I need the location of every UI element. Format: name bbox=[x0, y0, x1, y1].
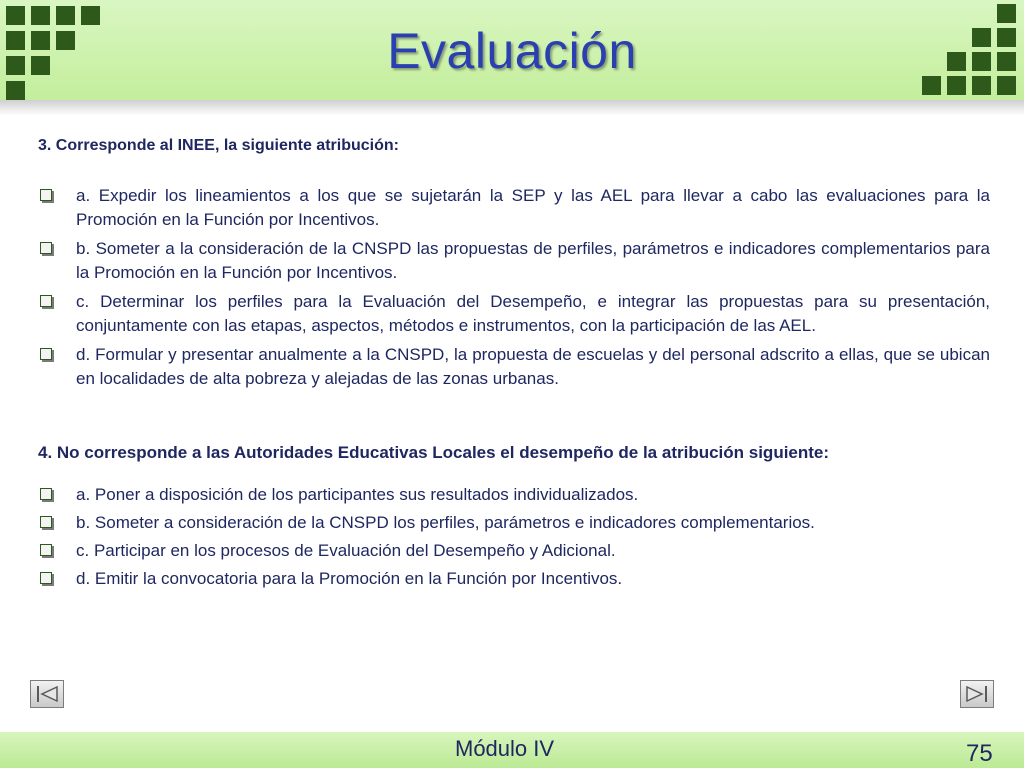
header-shadow bbox=[0, 100, 1024, 116]
checkbox-bullet-icon bbox=[40, 189, 52, 201]
decor-square bbox=[6, 81, 25, 100]
page-number: 75 bbox=[966, 740, 993, 767]
next-slide-button[interactable] bbox=[960, 680, 994, 708]
module-label: Módulo IV bbox=[455, 736, 555, 761]
checkbox-bullet-icon bbox=[40, 516, 52, 528]
next-slide-icon bbox=[965, 685, 989, 703]
option-text: a. Expedir los lineamientos a los que se sujetarán la SEP y las AEL para llevar a cabo las evaluaciones para la Promoción en la Función por Incentivos. bbox=[76, 186, 990, 229]
slide-title: Evaluación bbox=[387, 23, 637, 79]
option-text: c. Participar en los procesos de Evaluación del Desempeño y Adicional. bbox=[76, 541, 616, 560]
question-4-option-a bbox=[38, 483, 990, 507]
question-3-option-c bbox=[38, 290, 990, 338]
decor-square bbox=[997, 4, 1016, 23]
checkbox-bullet-icon bbox=[40, 348, 52, 360]
checkbox-bullet-icon bbox=[40, 544, 52, 556]
question-3-option-a bbox=[38, 184, 990, 232]
slide-content bbox=[38, 134, 990, 595]
option-text: a. Poner a disposición de los participantes sus resultados individualizados. bbox=[76, 485, 639, 504]
option-text: b. Someter a consideración de la CNSPD los perfiles, parámetros e indicadores complementarios. bbox=[76, 513, 815, 532]
question-3-heading: 3. Corresponde al INEE, la siguiente atribución: bbox=[38, 137, 399, 154]
previous-slide-icon bbox=[35, 685, 59, 703]
checkbox-bullet-icon bbox=[40, 488, 52, 500]
question-4-options bbox=[38, 483, 990, 591]
option-text: d. Emitir la convocatoria para la Promoción en la Función por Incentivos. bbox=[76, 569, 623, 588]
question-4-option-d bbox=[38, 567, 990, 591]
option-text: c. Determinar los perfiles para la Evaluación del Desempeño, e integrar las propuestas para su presentación, conjuntamente con las etapas, aspectos, métodos e instrumentos, con la participación de las AEL. bbox=[76, 292, 990, 335]
checkbox-bullet-icon bbox=[40, 295, 52, 307]
checkbox-bullet-icon bbox=[40, 572, 52, 584]
question-3-option-d bbox=[38, 343, 990, 391]
question-4-option-c bbox=[38, 539, 990, 563]
option-text: b. Someter a la consideración de la CNSPD las propuestas de perfiles, parámetros e indicadores complementarios para la Promoción en la Función por Incentivos. bbox=[76, 239, 990, 282]
question-3-option-b bbox=[38, 237, 990, 285]
question-4-heading: 4. No corresponde a las Autoridades Educativas Locales el desempeño de la atribución siguiente: bbox=[38, 443, 830, 462]
option-text: d. Formular y presentar anualmente a la CNSPD, la propuesta de escuelas y del personal adscrito a ellas, que se ubican en localidades de alta pobreza y alejadas de las zonas urbanas. bbox=[76, 345, 990, 388]
previous-slide-button[interactable] bbox=[30, 680, 64, 708]
header-band bbox=[0, 0, 1024, 100]
checkbox-bullet-icon bbox=[40, 242, 52, 254]
question-4-option-b bbox=[38, 511, 990, 535]
question-3-options bbox=[38, 184, 990, 391]
